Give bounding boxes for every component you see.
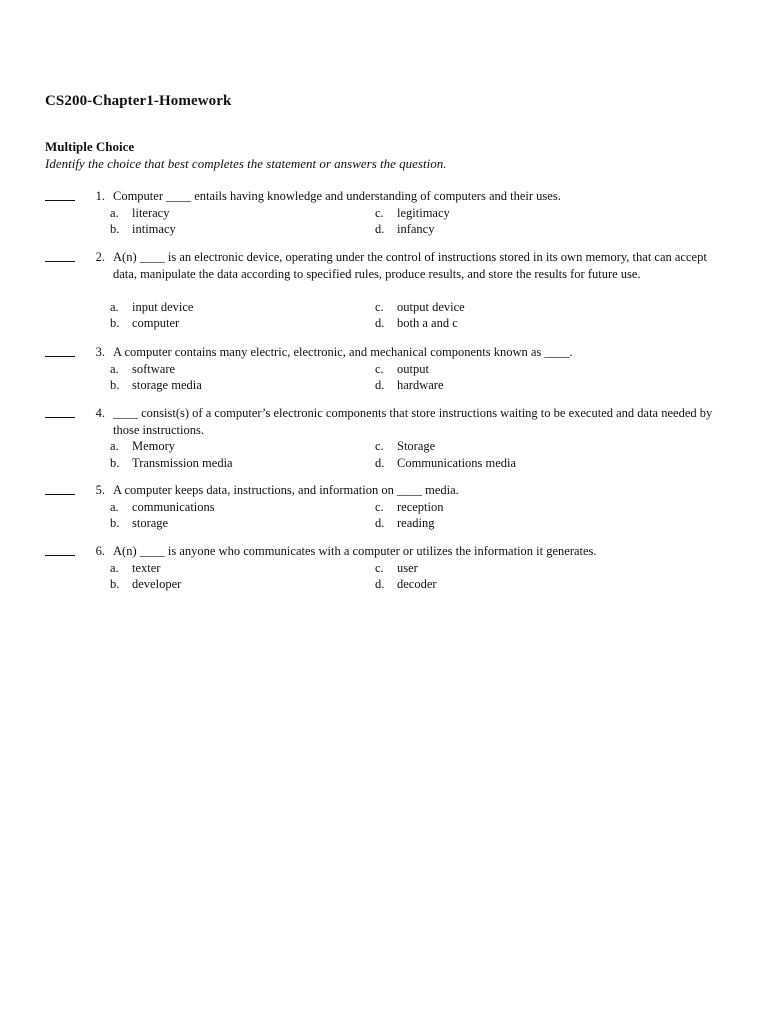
- choice-letter: b.: [110, 577, 120, 591]
- choice-text: storage media: [132, 378, 202, 392]
- choice-text: reading: [397, 516, 435, 530]
- answer-blank: [45, 405, 75, 418]
- question-3: [45, 344, 735, 394]
- choice-text: decoder: [397, 577, 437, 591]
- choice-letter: c.: [375, 439, 384, 453]
- question-text: A computer contains many electric, electronic, and mechanical components known as ____.: [113, 345, 573, 359]
- question-number: 1.: [95, 189, 105, 203]
- choice-text: input device: [132, 299, 194, 314]
- choice-text: computer: [132, 316, 180, 330]
- choice-letter: a.: [110, 361, 119, 376]
- question-5: [45, 482, 735, 532]
- choice-letter: d.: [375, 316, 385, 330]
- choice-text: both a and c: [397, 316, 458, 330]
- choice-text: Memory: [132, 439, 176, 453]
- choice-text: literacy: [132, 205, 170, 220]
- question-text: A computer keeps data, instructions, and information on ____ media.: [113, 483, 459, 497]
- section-title: Multiple Choice: [45, 139, 135, 154]
- choice-letter: b.: [110, 455, 120, 470]
- question-number: 5.: [95, 483, 105, 497]
- answer-blank: [45, 543, 75, 556]
- question-number: 3.: [95, 345, 105, 359]
- choice-letter: a.: [110, 439, 119, 453]
- choice-letter: c.: [375, 499, 384, 514]
- question-number: 6.: [95, 544, 105, 558]
- choice-letter: b.: [110, 316, 120, 330]
- document-title: CS200-Chapter1-Homework: [45, 93, 232, 109]
- choice-text: reception: [397, 499, 444, 514]
- choice-letter: b.: [110, 516, 120, 530]
- choice-text: Communications media: [397, 455, 517, 470]
- choice-text: output: [397, 361, 429, 376]
- choice-text: user: [397, 560, 418, 575]
- choice-text: developer: [132, 577, 182, 591]
- choice-letter: d.: [375, 378, 385, 392]
- choice-text: texter: [132, 560, 161, 575]
- choice-letter: c.: [375, 299, 384, 314]
- choice-letter: a.: [110, 205, 119, 220]
- answer-blank: [45, 188, 75, 201]
- choice-text: legitimacy: [397, 205, 450, 220]
- choice-letter: c.: [375, 560, 384, 575]
- choice-text: communications: [132, 499, 215, 514]
- question-2: [45, 249, 735, 333]
- choice-letter: b.: [110, 222, 120, 236]
- question-text: ____ consist(s) of a computer’s electronic components that store instructions waiting to be executed and data needed by those instructions.: [113, 406, 713, 437]
- question-text: Computer ____ entails having knowledge and understanding of computers and their uses.: [113, 189, 561, 203]
- question-number: 2.: [95, 250, 105, 264]
- choice-text: output device: [397, 299, 465, 314]
- choice-text: infancy: [397, 222, 435, 236]
- question-text: A(n) ____ is an electronic device, operating under the control of instructions stored in its own memory, that can accept data, manipulate the data according to specified rules, produce results, and store the results for future use.: [113, 250, 707, 281]
- question-text: A(n) ____ is anyone who communicates with a computer or utilizes the information it generates.: [113, 544, 597, 558]
- choice-letter: a.: [110, 499, 119, 514]
- section-instructions: Identify the choice that best completes the statement or answers the question.: [45, 156, 447, 171]
- choice-letter: d.: [375, 222, 385, 236]
- choice-text: Transmission media: [132, 455, 233, 470]
- choice-text: Storage: [397, 439, 436, 453]
- choice-text: hardware: [397, 378, 444, 392]
- question-6: [45, 543, 735, 593]
- choice-letter: a.: [110, 299, 119, 314]
- choice-letter: c.: [375, 361, 384, 376]
- choice-letter: c.: [375, 205, 384, 220]
- question-4: [45, 405, 735, 472]
- choice-text: software: [132, 361, 176, 376]
- question-1: [45, 188, 735, 238]
- question-number: 4.: [95, 406, 105, 420]
- answer-blank: [45, 249, 75, 262]
- answer-blank: [45, 344, 75, 357]
- choice-letter: b.: [110, 378, 120, 392]
- answer-blank: [45, 482, 75, 495]
- choice-letter: d.: [375, 455, 385, 470]
- choice-letter: d.: [375, 516, 385, 530]
- choice-letter: d.: [375, 577, 385, 591]
- choice-text: intimacy: [132, 222, 176, 236]
- choice-text: storage: [132, 516, 169, 530]
- choice-letter: a.: [110, 560, 119, 575]
